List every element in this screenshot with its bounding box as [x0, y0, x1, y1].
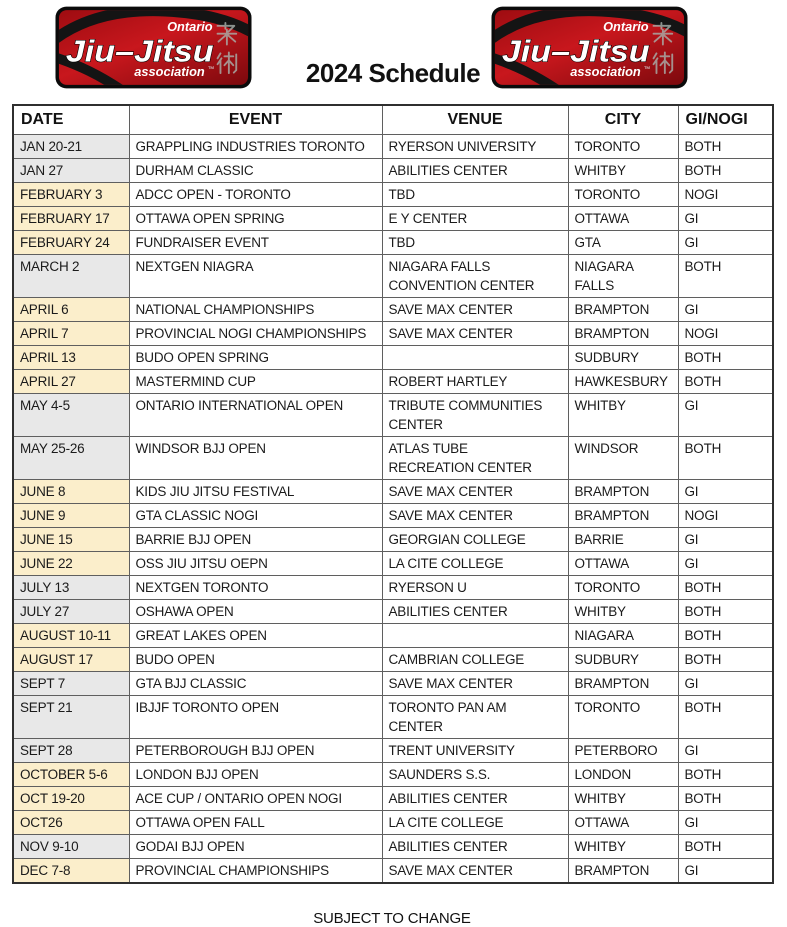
cell-city: BRAMPTON [568, 672, 678, 696]
cell-event: KIDS JIU JITSU FESTIVAL [129, 480, 382, 504]
cell-venue [382, 346, 568, 370]
table-row [13, 552, 773, 576]
cell-event: ONTARIO INTERNATIONAL OPEN [129, 394, 382, 437]
table-row [13, 346, 773, 370]
cell-date: APRIL 13 [13, 346, 129, 370]
cell-date: APRIL 7 [13, 322, 129, 346]
table-row [13, 600, 773, 624]
cell-event: LONDON BJJ OPEN [129, 763, 382, 787]
cell-gi: GI [678, 298, 773, 322]
cell-venue: TBD [382, 231, 568, 255]
table-row [13, 370, 773, 394]
cell-city: SUDBURY [568, 346, 678, 370]
cell-event: PROVINCIAL NOGI CHAMPIONSHIPS [129, 322, 382, 346]
column-header-venue: VENUE [382, 105, 568, 135]
logo-trademark: ™ [643, 66, 651, 74]
table-row [13, 576, 773, 600]
cell-date: APRIL 6 [13, 298, 129, 322]
cell-gi: BOTH [678, 600, 773, 624]
cell-event: FUNDRAISER EVENT [129, 231, 382, 255]
cell-date: FEBRUARY 17 [13, 207, 129, 231]
cell-date: SEPT 21 [13, 696, 129, 739]
cell-gi: BOTH [678, 835, 773, 859]
cell-date: JAN 27 [13, 159, 129, 183]
cell-date: APRIL 27 [13, 370, 129, 394]
table-row [13, 811, 773, 835]
cell-city: BRAMPTON [568, 480, 678, 504]
ojja-logo-left [55, 6, 252, 89]
cell-city: BRAMPTON [568, 298, 678, 322]
cell-event: WINDSOR BJJ OPEN [129, 437, 382, 480]
cell-event: MASTERMIND CUP [129, 370, 382, 394]
cell-city: BARRIE [568, 528, 678, 552]
cell-gi: BOTH [678, 255, 773, 298]
cell-event: GREAT LAKES OPEN [129, 624, 382, 648]
table-row [13, 394, 773, 437]
cell-venue: SAUNDERS S.S. [382, 763, 568, 787]
cell-city: WINDSOR [568, 437, 678, 480]
cell-gi: BOTH [678, 576, 773, 600]
cell-city: TORONTO [568, 135, 678, 159]
cell-venue: RYERSON U [382, 576, 568, 600]
cell-gi: BOTH [678, 135, 773, 159]
cell-city: TORONTO [568, 183, 678, 207]
cell-venue: CAMBRIAN COLLEGE [382, 648, 568, 672]
cell-event: DURHAM CLASSIC [129, 159, 382, 183]
cell-date: OCTOBER 5-6 [13, 763, 129, 787]
cell-venue: TRENT UNIVERSITY [382, 739, 568, 763]
table-row [13, 480, 773, 504]
cell-gi: GI [678, 528, 773, 552]
cell-city: GTA [568, 231, 678, 255]
cell-date: MARCH 2 [13, 255, 129, 298]
cell-venue: ABILITIES CENTER [382, 159, 568, 183]
cell-city: OTTAWA [568, 552, 678, 576]
column-header-date: DATE [13, 105, 129, 135]
cell-event: OTTAWA OPEN FALL [129, 811, 382, 835]
cell-city: WHITBY [568, 835, 678, 859]
cell-date: JULY 13 [13, 576, 129, 600]
logo-trademark: ™ [207, 66, 215, 74]
cell-event: PROVINCIAL CHAMPIONSHIPS [129, 859, 382, 884]
table-header-row [13, 105, 773, 135]
cell-gi: BOTH [678, 648, 773, 672]
cell-gi: GI [678, 552, 773, 576]
column-header-city: CITY [568, 105, 678, 135]
table-row [13, 437, 773, 480]
cell-gi: NOGI [678, 183, 773, 207]
table-row [13, 135, 773, 159]
cell-date: MAY 25-26 [13, 437, 129, 480]
ojja-logo-right [491, 6, 688, 89]
table-row [13, 183, 773, 207]
table-row [13, 231, 773, 255]
table-row [13, 298, 773, 322]
cell-event: NEXTGEN TORONTO [129, 576, 382, 600]
schedule-body [13, 135, 773, 884]
cell-gi: GI [678, 672, 773, 696]
cell-city: TORONTO [568, 576, 678, 600]
table-row [13, 763, 773, 787]
cell-date: MAY 4-5 [13, 394, 129, 437]
cell-venue: ABILITIES CENTER [382, 600, 568, 624]
cell-event: OTTAWA OPEN SPRING [129, 207, 382, 231]
cell-venue: SAVE MAX CENTER [382, 480, 568, 504]
cell-date: SEPT 7 [13, 672, 129, 696]
cell-city: BRAMPTON [568, 859, 678, 884]
cell-gi: GI [678, 480, 773, 504]
cell-city: LONDON [568, 763, 678, 787]
cell-event: ADCC OPEN - TORONTO [129, 183, 382, 207]
cell-event: OSS JIU JITSU OEPN [129, 552, 382, 576]
table-row [13, 835, 773, 859]
cell-gi: BOTH [678, 437, 773, 480]
table-row [13, 859, 773, 884]
subject-to-change-note: SUBJECT TO CHANGE [313, 910, 471, 927]
cell-event: BUDO OPEN SPRING [129, 346, 382, 370]
cell-venue: SAVE MAX CENTER [382, 298, 568, 322]
page-header [0, 0, 787, 104]
cell-venue: TBD [382, 183, 568, 207]
cell-city: BRAMPTON [568, 504, 678, 528]
cell-date: JUNE 22 [13, 552, 129, 576]
cell-event: NATIONAL CHAMPIONSHIPS [129, 298, 382, 322]
cell-venue: SAVE MAX CENTER [382, 322, 568, 346]
cell-date: OCT 19-20 [13, 787, 129, 811]
column-header-gi-nogi: GI/NOGI [678, 105, 773, 135]
logo-subtitle-text: association [570, 64, 641, 80]
schedule-table [12, 104, 774, 884]
cell-city: BRAMPTON [568, 322, 678, 346]
cell-gi: BOTH [678, 370, 773, 394]
cell-city: PETERBORO [568, 739, 678, 763]
cell-venue: E Y CENTER [382, 207, 568, 231]
page-title: 2024 Schedule [305, 58, 481, 88]
cell-date: OCT26 [13, 811, 129, 835]
table-row [13, 159, 773, 183]
cell-event: NEXTGEN NIAGRA [129, 255, 382, 298]
cell-date: JAN 20-21 [13, 135, 129, 159]
cell-venue: ABILITIES CENTER [382, 787, 568, 811]
cell-venue: RYERSON UNIVERSITY [382, 135, 568, 159]
table-row [13, 207, 773, 231]
cell-venue: SAVE MAX CENTER [382, 672, 568, 696]
cell-venue: ABILITIES CENTER [382, 835, 568, 859]
table-row [13, 624, 773, 648]
table-row [13, 648, 773, 672]
cell-city: WHITBY [568, 600, 678, 624]
cell-venue: TORONTO PAN AM CENTER [382, 696, 568, 739]
cell-event: BARRIE BJJ OPEN [129, 528, 382, 552]
table-row [13, 255, 773, 298]
cell-venue: NIAGARA FALLS CONVENTION CENTER [382, 255, 568, 298]
cell-venue: ATLAS TUBE RECREATION CENTER [382, 437, 568, 480]
cell-event: GODAI BJJ OPEN [129, 835, 382, 859]
table-row [13, 739, 773, 763]
cell-date: NOV 9-10 [13, 835, 129, 859]
table-row [13, 672, 773, 696]
logo-name-text: Jiu–Jitsu [501, 34, 650, 69]
cell-city: NIAGARA FALLS [568, 255, 678, 298]
logo-region-text: Ontario [603, 18, 649, 34]
table-row [13, 504, 773, 528]
cell-gi: BOTH [678, 787, 773, 811]
cell-venue: SAVE MAX CENTER [382, 504, 568, 528]
cell-city: WHITBY [568, 394, 678, 437]
cell-event: OSHAWA OPEN [129, 600, 382, 624]
cell-city: OTTAWA [568, 811, 678, 835]
cell-gi: GI [678, 859, 773, 884]
table-row [13, 696, 773, 739]
cell-venue: SAVE MAX CENTER [382, 859, 568, 884]
cell-gi: BOTH [678, 346, 773, 370]
cell-date: FEBRUARY 24 [13, 231, 129, 255]
cell-city: SUDBURY [568, 648, 678, 672]
cell-date: AUGUST 10-11 [13, 624, 129, 648]
cell-event: GRAPPLING INDUSTRIES TORONTO [129, 135, 382, 159]
cell-gi: BOTH [678, 763, 773, 787]
cell-gi: GI [678, 207, 773, 231]
cell-gi: BOTH [678, 159, 773, 183]
cell-date: JUNE 8 [13, 480, 129, 504]
cell-date: DEC 7-8 [13, 859, 129, 884]
cell-city: OTTAWA [568, 207, 678, 231]
cell-city: HAWKESBURY [568, 370, 678, 394]
cell-date: JULY 27 [13, 600, 129, 624]
cell-venue [382, 624, 568, 648]
cell-gi: GI [678, 394, 773, 437]
cell-date: JUNE 15 [13, 528, 129, 552]
logo-subtitle-text: association [134, 64, 205, 80]
cell-city: NIAGARA [568, 624, 678, 648]
table-row [13, 787, 773, 811]
cell-gi: GI [678, 231, 773, 255]
cell-city: TORONTO [568, 696, 678, 739]
cell-venue: GEORGIAN COLLEGE [382, 528, 568, 552]
cell-event: GTA BJJ CLASSIC [129, 672, 382, 696]
cell-date: FEBRUARY 3 [13, 183, 129, 207]
cell-venue: LA CITE COLLEGE [382, 811, 568, 835]
cell-gi: GI [678, 739, 773, 763]
cell-venue: LA CITE COLLEGE [382, 552, 568, 576]
cell-event: IBJJF TORONTO OPEN [129, 696, 382, 739]
cell-gi: GI [678, 811, 773, 835]
cell-event: BUDO OPEN [129, 648, 382, 672]
table-row [13, 528, 773, 552]
logo-name-text: Jiu–Jitsu [65, 34, 214, 69]
table-row [13, 322, 773, 346]
cell-date: AUGUST 17 [13, 648, 129, 672]
cell-city: WHITBY [568, 159, 678, 183]
cell-gi: BOTH [678, 624, 773, 648]
cell-gi: BOTH [678, 696, 773, 739]
cell-event: ACE CUP / ONTARIO OPEN NOGI [129, 787, 382, 811]
cell-city: WHITBY [568, 787, 678, 811]
cell-date: JUNE 9 [13, 504, 129, 528]
cell-event: GTA CLASSIC NOGI [129, 504, 382, 528]
column-header-event: EVENT [129, 105, 382, 135]
cell-gi: NOGI [678, 504, 773, 528]
cell-venue: ROBERT HARTLEY [382, 370, 568, 394]
logo-region-text: Ontario [167, 18, 213, 34]
cell-gi: NOGI [678, 322, 773, 346]
cell-venue: TRIBUTE COMMUNITIES CENTER [382, 394, 568, 437]
cell-event: PETERBOROUGH BJJ OPEN [129, 739, 382, 763]
cell-date: SEPT 28 [13, 739, 129, 763]
